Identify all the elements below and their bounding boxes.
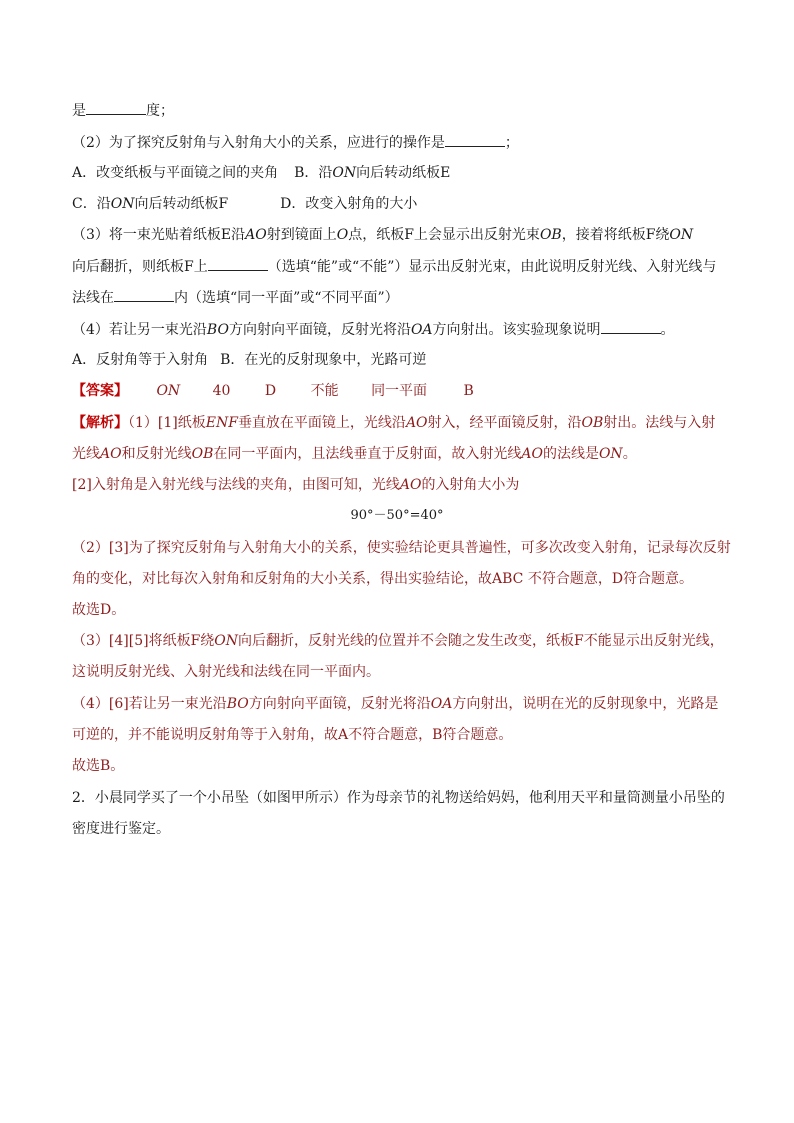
q1-option-cd [72,194,417,214]
text: 向后翻折，反射光线的位置并不会随之发生改变，纸板F不能显示出反射光线， [238,633,724,649]
answer-blank [208,256,268,271]
analysis-line-1 [72,413,715,433]
text: ON [669,227,694,243]
text: 射到镜面上 [266,227,337,243]
text: 和反射光线 [121,446,192,462]
option-c: C．沿 [72,196,111,212]
text: ENF [205,415,238,431]
q1-part3-line-2 [72,256,716,277]
text: 法线在 [72,290,114,306]
text: 垂直放在平面镜上，光线沿 [237,415,406,431]
answer-blank [86,100,146,115]
text: 的入射角大小为 [421,477,520,493]
answer-line [72,381,474,401]
analysis-line-4: （2）[3]为了探究反射角与入射角大小的关系，使实验结论更具普遍性，可多次改变入射角，记录每次反射 [72,540,731,556]
q2-line-2: 密度进行鉴定。 [72,821,170,837]
text: AO [100,446,122,462]
analysis-line-11: 故选B。 [72,758,125,774]
text: 度； [146,103,174,119]
analysis-line-6: 故选D。 [72,602,126,618]
text: BO [226,696,249,712]
q1-part3-line-3 [72,287,399,308]
q1-part2-line [72,132,519,153]
text: 光线 [72,446,100,462]
text: 方向射出。该实验现象说明 [432,322,601,338]
text: （选填“能”或“不能”）显示出反射光束，由此说明反射光线、入射光线与 [267,259,717,275]
text: （4）若让另一束光沿 [72,322,207,338]
q1-part3-line-1 [72,225,693,245]
analysis-line-5: 角的变化，对比每次入射角和反射角的大小关系，得出实验结论，故ABC 不符合题意，D符合题意。 [72,571,694,587]
answer-item: ON [156,383,181,399]
option-b: B．沿 [294,165,333,181]
text: 的法线是 [542,446,599,462]
answer-blank [445,132,505,147]
text: （3）将一束光贴着纸板E沿 [72,227,246,243]
answer-item: B [463,383,474,399]
answer-blank [114,287,174,302]
q1-part4-line [72,319,675,340]
text: （1）[1]纸板 [128,415,206,431]
text: BO [206,322,229,338]
text: 是 [72,103,86,119]
analysis-line-7 [72,631,724,651]
text: 点，纸板F上会显示出反射光束 [348,227,540,243]
answer-blank [601,319,661,334]
analysis-line-8: 这说明反射光线、入射光线和法线在同一平面内。 [72,664,380,680]
text: 内（选填“同一平面”或“不同平面”） [174,290,399,306]
text: O [336,227,349,243]
text: 方向射向平面镜，反射光将沿 [228,322,411,338]
text: OB [539,227,562,243]
analysis-line-2 [72,444,637,464]
q1-part4-options [72,350,426,370]
text: ON [110,196,135,212]
formula: 90°－50°=40° [350,508,444,523]
analysis-line-10: 可逆的，并不能说明反射角等于入射角，故A不符合题意，B符合题意。 [72,727,513,743]
text: 向后转动纸板F [134,196,229,212]
answer-item: 40 [212,383,231,399]
option-d: D．改变入射角的大小 [280,196,418,212]
analysis-line-3 [72,475,519,495]
text: 在同一平面内，且法线垂直于反射面，故入射光线 [213,446,522,462]
option-a: A．反射角等于入射角 [72,352,209,368]
q1-line-1 [72,100,174,121]
text: 向后翻折，则纸板F上 [72,259,208,275]
text: OA [430,696,453,712]
option-a: A．改变纸板与平面镜之间的夹角 [72,165,279,181]
text: （4）[6]若让另一束光沿 [72,696,227,712]
text: AO [405,415,428,431]
text: 方向射向平面镜，反射光将沿 [248,696,431,712]
option-b: B．在光的反射现象中，光路可逆 [220,352,427,368]
text: 。 [660,322,675,338]
text: [2]入射角是入射光线与法线的夹角，由图可知，光线 [72,477,400,493]
answer-item: 不能 [310,383,339,399]
text: AO [399,477,422,493]
text: 射出。法线与入射 [603,415,716,431]
text: 射入，经平面镜反射，沿 [427,415,582,431]
text: ON [332,165,357,181]
text: OB [191,446,214,462]
q2-line-1: 2．小晨同学买了一个小吊坠（如图甲所示）作为母亲节的礼物送给妈妈，他利用天平和量筒测量小吊坠的 [72,790,725,806]
answer-item: D [264,383,277,399]
text: ON [598,446,623,462]
text: AO [521,446,543,462]
answer-item: 同一平面 [371,383,428,399]
text: 。 [622,446,637,462]
text: ，接着将纸板F绕 [561,227,670,243]
text: 方向射出，说明在光的反射现象中，光路是 [452,696,719,712]
text: ； [504,135,519,151]
text: （3）[4][5]将纸板F绕 [72,633,215,649]
text: 向后转动纸板E [356,165,451,181]
answer-tag: 【答案】 [72,383,128,399]
analysis-line-9 [72,694,718,714]
text: AO [245,227,267,243]
text: ON [214,633,239,649]
text: （2）为了探究反射角与入射角大小的关系，应进行的操作是 [72,135,445,151]
text: OB [581,415,604,431]
text: OA [410,322,433,338]
analysis-tag: 【解析】 [72,415,128,431]
q1-option-ab [72,163,450,183]
